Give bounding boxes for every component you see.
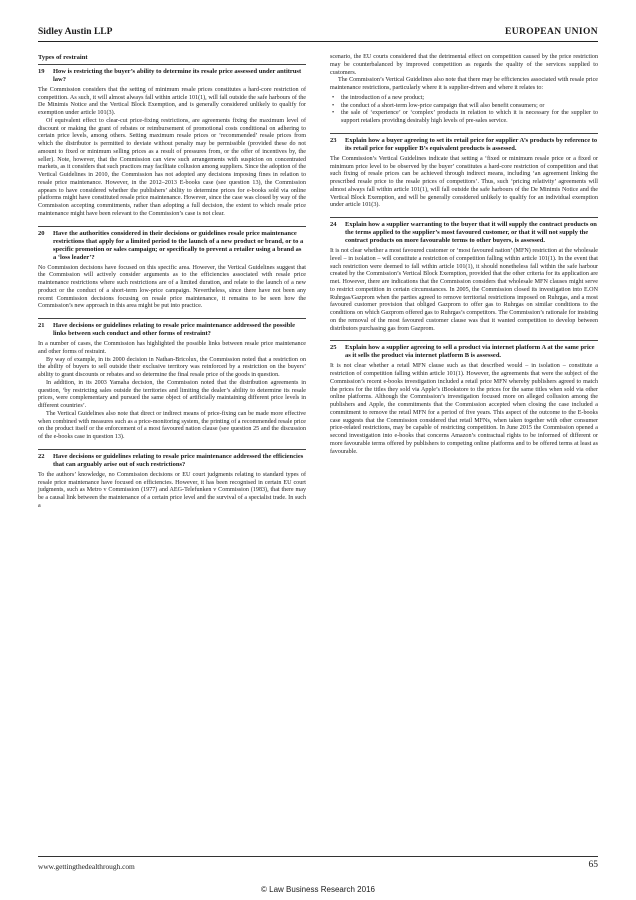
question-24-heading [330, 217, 598, 245]
paragraph: It is not clear whether a retail MFN clause such as that described would – in isolation – constitute a restriction of competition falling within article 101(1). However, the agreements that were the subject of the Commission’s recent e-books investigation included a retail price MFN whereby publishers agreed to match the prices for the titles they sold via Apple’s iBookstore to the prices for the same titles when sold via other online platforms. Although the Commission’s investigation focused more on alleged collusion among the publishers and Apple, the commitments that the Commission accepted when closing the case included a commitment to remove the retail MFN for a period of five years. This aspect of the outcome to the E-books case suggests that the Commission considered that retail MFNs, when taken together with other consumer price-related restrictions, may be capable of restricting competition. In June 2015 the Commission opened a second investigation into e-books that concerns Amazon’s contractual rights to be informed of different or more favourable terms offered by publishers to competing online platforms and to be offered terms at least as favourable. [330, 363, 598, 455]
paragraph: The Commission’s Vertical Guidelines indicate that setting a ‘fixed or minimum resale price or a fixed or minimum price level to be observed by the buyer’ constitutes a hard-core restriction of competition and that such fixing of resale prices can be achieved through indirect means, including ‘an agreement linking the prescribed resale price to the resale prices of competitors’. Thus, such ‘pricing relativity’ agreements will almost always fall within article 101(1), will fall outside the safe harbours of the De Minimis Notice and the Vertical Block Exemption, and will be generally considered unlikely to qualify for an individual exemption under article 101(3). [330, 155, 598, 209]
page-number: 65 [588, 860, 598, 870]
question-title: Have decisions or guidelines relating to resale price maintenance addressed the efficiencies that can arguably arise out of such restrictions? [53, 452, 304, 468]
paragraph: The Commission considers that the setting of minimum resale prices constitutes a hard-core restriction of competition. As such, it will almost always fall within article 101(1), will fall outside the safe harbours of the De Minimis Notice and the Vertical Block Exemption, and is generally considered unlikely to qualify for exemption under article 101(3). [38, 86, 306, 116]
left-column [38, 54, 306, 511]
bullet-item: • the conduct of a short-term low-price campaign that will also benefit consumers; or [341, 103, 598, 111]
question-number: 24 [330, 221, 337, 228]
question-25-heading [330, 340, 598, 360]
question-title: How is restricting the buyer’s ability to determine its resale price assessed under antitrust law? [53, 67, 302, 83]
paragraph: It is not clear whether a most favoured customer or ‘most favoured nation’ (MFN) restriction at the wholesale level – in isolation – will constitute a restriction of competition falling within article 101(1). In the event that such restriction were deemed to fall within article 101(1), it should nonetheless fall within the safe harbour created by the Commission’s Vertical Block Exemption, provided that the other criteria for its application are met. However, there are indications that the Commission considers that wholesale MFN clauses might serve to restrict competition in certain circumstances. In 2005, the Commission closed its investigation into E.ON Ruhrgas/Gazprom when the parties agreed to remove territorial restrictions imposed on Ruhrgas, and a most favoured customer provision that obliged Gazprom to offer gas to Ruhrgas on similar conditions to the conditions on which Gazprom offered gas to Ruhrgas’s competitors. The Commission’s rationale for insisting on the removal of the most favoured customer clause was that it wanted competition to develop between distributors purchasing gas from Gazprom. [330, 248, 598, 332]
footer-rule [38, 856, 598, 857]
paragraph: By way of example, in its 2000 decision in Nathan-Bricolux, the Commission noted that a restriction on the ability of buyers to sell outside their exclusive territory was reinforced by a restriction on the buyers’ ability to grant discounts or rebates and so determine the final resale price of the goods in question. [38, 356, 306, 378]
question-title: Explain how a buyer agreeing to set its retail price for supplier A’s products by reference to its retail price for supplier B’s equivalent products is assessed. [345, 136, 598, 152]
bullet-item: • the sale of ‘experience’ or ‘complex’ products in relation to which it is necessary for the supplier to support retailers providing desirably high levels of pre-sales service. [341, 110, 598, 126]
question-title: Explain how a supplier warranting to the buyer that it will supply the contract products on the terms applied to the supplier’s most favoured customer, or that it will not supply the contract products on more favourable terms to other buyers, is assessed. [345, 221, 597, 244]
paragraph: In a number of cases, the Commission has highlighted the possible links between resale price maintenance and other forms of restraint. [38, 341, 306, 355]
paragraph: In addition, in its 2003 Yamaha decision, the Commission noted that the distribution agreements in question, ‘by restricting sales outside the territories and limiting the dealer’s ability to determine its resale prices, were complementary and pursued the same object of artificially maintaining different price levels in different countries’. [38, 379, 306, 409]
question-number: 23 [330, 136, 337, 144]
question-title: Explain how a supplier agreeing to sell a product via internet platform A at the same price as it sells the product via internet platform B is assessed. [345, 344, 595, 360]
question-number: 19 [38, 67, 45, 75]
paragraph: The Commission’s Vertical Guidelines also note that there may be efficiencies associated with resale price maintenance restrictions, particularly where it is supplier-driven and where it relates to: [330, 77, 598, 91]
copyright-notice: © Law Business Research 2016 [261, 885, 375, 894]
question-title: Have decisions or guidelines relating to resale price maintenance addressed the possible links between such conduct and other forms of restraint? [53, 322, 296, 337]
question-22-heading [38, 449, 306, 469]
question-number: 21 [38, 322, 45, 329]
paragraph: To the authors’ knowledge, no Commission decisions or EU court judgments relating to standard types of resale price maintenance have focused on efficiencies. However, it has been recognised in certain EU court judgments, such as Metro v Commission (1977) and AEG-Telefunken v Commission (1983), that there may be a causal link between the maintenance of a certain price level and the survival of a specialist trade. In such a [38, 471, 306, 509]
question-21-heading [38, 318, 306, 338]
header-jurisdiction: EUROPEAN UNION [505, 27, 598, 37]
paragraph: Of equivalent effect to clear-cut price-fixing restrictions, are agreements fixing the maximum level of discount or making the grant of rebates or reimbursement of promotional costs conditional on adhering to certain price levels, among others. Setting maximum resale prices or ‘recommended’ resale prices from which the distributor is permitted to deviate without penalty may be permissible (provided these do not amount to fixed or minimum selling prices as a result of pressures from, or the offer of incentives by, the seller). Note, however, that the Commission can view such arrangements with suspicion on concentrated markets, as it considers that such practices may facilitate collusion among suppliers. Since the adoption of the Vertical Guidelines in 2010, the Commission has not adopted any decisions imposing fines in relation to resale price maintenance. However, in the 2012–2013 E-books case (see question 13), the Commission appears to have considered whether the publishers’ ability to determine prices for e-books sold via online platforms might have constituted resale price maintenance. However, since the case was closed by way of the Commission accepting commitments, rather than adopting a full decision, the extent to which resale price maintenance might have been relevant to the Commission’s case is not clear. [38, 117, 306, 217]
question-number: 20 [38, 229, 45, 237]
footer-url[interactable]: www.gettingthedealthrough.com [38, 862, 135, 871]
question-20-heading [38, 226, 306, 262]
question-23-heading [330, 133, 598, 153]
bullet-item: • the introduction of a new product; [341, 95, 598, 103]
paragraph: scenario, the EU courts considered that the detrimental effect on competition caused by the price restriction may be counterbalanced by improved competition as regards the quality of the services supplied to customers. [330, 54, 598, 76]
header-rule [38, 41, 598, 42]
bullet-list [330, 95, 598, 126]
section-title: Types of restraint [38, 54, 306, 65]
header-firm-name: Sidley Austin LLP [38, 27, 113, 37]
right-column [330, 54, 598, 456]
question-number: 22 [38, 452, 45, 460]
paragraph: No Commission decisions have focused on this specific area. However, the Vertical Guidelines suggest that the Commission will actively consider arguments as to the efficiencies associated with resale price maintenance restrictions where such restrictions are of a limited duration, and relate to the launch of a new product or the conduct of a short-term low-price campaign. Nevertheless, since there have not been any recent Commission decisions focusing on resale price maintenance, it remains to be seen how the Commission’s new approach in this area might be put into practice. [38, 264, 306, 310]
question-19-heading [38, 68, 306, 84]
paragraph: The Vertical Guidelines also note that direct or indirect means of price-fixing can be made more effective when combined with measures such as a price-monitoring system, the printing of a recommended resale price on the product itself or the enforcement of a most favoured nation clause (see question 25 and the discussion of the e-books case in question 13). [38, 410, 306, 440]
question-title: Have the authorities considered in their decisions or guidelines resale price maintenance restrictions that apply for a limited period to the launch of a new product or brand, or to a specific promotion or sales campaign; or specifically to prevent a retailer using a brand as a ‘loss leader’? [53, 229, 304, 261]
question-number: 25 [330, 344, 337, 352]
